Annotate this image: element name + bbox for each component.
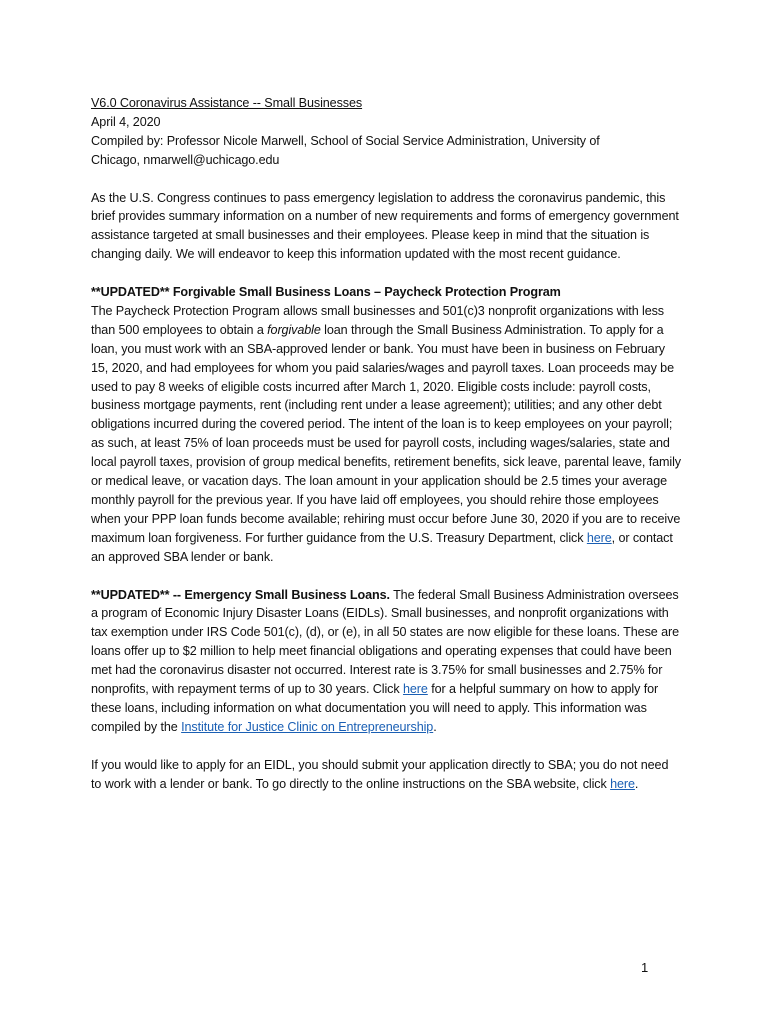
eidl-heading: **UPDATED** -- Emergency Small Business Loans.	[91, 587, 390, 602]
document-date: April 4, 2020	[91, 114, 161, 129]
compiled-by-line: Compiled by: Professor Nicole Marwell, School of Social Service Administration, University of	[91, 133, 600, 148]
intro-paragraph: As the U.S. Congress continues to pass emergency legislation to address the coronavirus pandemic, this brief provides summary information on a number of new requirements and forms of emergency government assistance targeted at small businesses and their employees. Please keep in mind that the situation is changing daily. We will endeavor to keep this information updated with the most recent guidance.	[91, 190, 679, 262]
ppp-forgivable-emphasis: forgivable	[267, 322, 321, 337]
apply-body-text: If you would like to apply for an EIDL, you should submit your application directly to SBA; you do not need to work with a lender or bank. To go directly to the online instructions on the SBA website, click	[91, 757, 669, 791]
institute-for-justice-link[interactable]: Institute for Justice Clinic on Entrepreneurship	[181, 719, 434, 734]
eidl-body-text-cont: for a helpful summary on how to apply for these loans, including information on what documentation you will need to apply. This information was compiled by the	[91, 682, 659, 734]
eidl-summary-link[interactable]: here	[402, 682, 428, 697]
ppp-body-text: The Paycheck Protection Program allows small businesses and 501(c)3 nonprofit organizations with less than 500 employees to obtain a	[91, 303, 664, 337]
treasury-guidance-link[interactable]: here	[586, 530, 612, 545]
ppp-section	[91, 283, 681, 567]
ppp-body-text-cont: loan through the Small Business Administration. To apply for a loan, you must work with an SBA-approved lender or bank. You must have been in business on February 15, 2020, and had employees for whom you paid salaries/wages and payroll taxes. Loan proceeds may be used to pay 8 weeks of eligible costs incurred after March 1, 2020. Eligible costs include: payroll costs, business mortgage payments, rent (including rent under a lease agreement); utilities; and any other debt obligations incurred during the covered period. The intent of the loan is to keep employees on your payroll; as such, at least 75% of loan proceeds must be used for payroll costs, including wages/salaries, state and local payroll taxes, provision of group medical benefits, retirement benefits, sick leave, parental leave, family or medical leave, or vacation days. The loan amount in your application should be 2.5 times your average monthly payroll for the previous year. If you have laid off employees, you should rehire those employees when your PPP loan funds become available; rehiring must occur before June 30, 2020 if you are to receive maximum loan forgiveness. For further guidance from the U.S. Treasury Department, click	[91, 322, 681, 545]
apply-paragraph	[91, 756, 681, 794]
document-title: V6.0 Coronavirus Assistance -- Small Businesses	[91, 96, 363, 110]
page-number: 1	[641, 960, 649, 975]
compiled-by-contact: Chicago, nmarwell@uchicago.edu	[91, 152, 280, 167]
eidl-body-text-end: .	[433, 719, 437, 734]
sba-website-link[interactable]: here	[610, 776, 635, 791]
eidl-section	[91, 586, 681, 737]
document-page	[91, 94, 681, 812]
apply-body-text-end: .	[634, 776, 639, 791]
ppp-heading: **UPDATED** Forgivable Small Business Loans – Paycheck Protection Program	[91, 285, 561, 300]
eidl-body-text: The federal Small Business Administration oversees a program of Economic Injury Disaster Loans (EIDLs). Small businesses, and nonprofit organizations with tax exemption under IRS Code 501(c), (d), or (e), in all 50 states are now eligible for these loans. These are loans offer up to $2 million to help meet financial obligations and operating expenses that could have been met had the coronavirus disaster not occurred. Interest rate is 3.75% for small businesses and 2.75% for nonprofits, with repayment terms of up to 30 years. Click	[91, 587, 679, 697]
ppp-body-text-end: , or contact an approved SBA lender or bank.	[91, 530, 673, 564]
document-header	[91, 94, 681, 170]
